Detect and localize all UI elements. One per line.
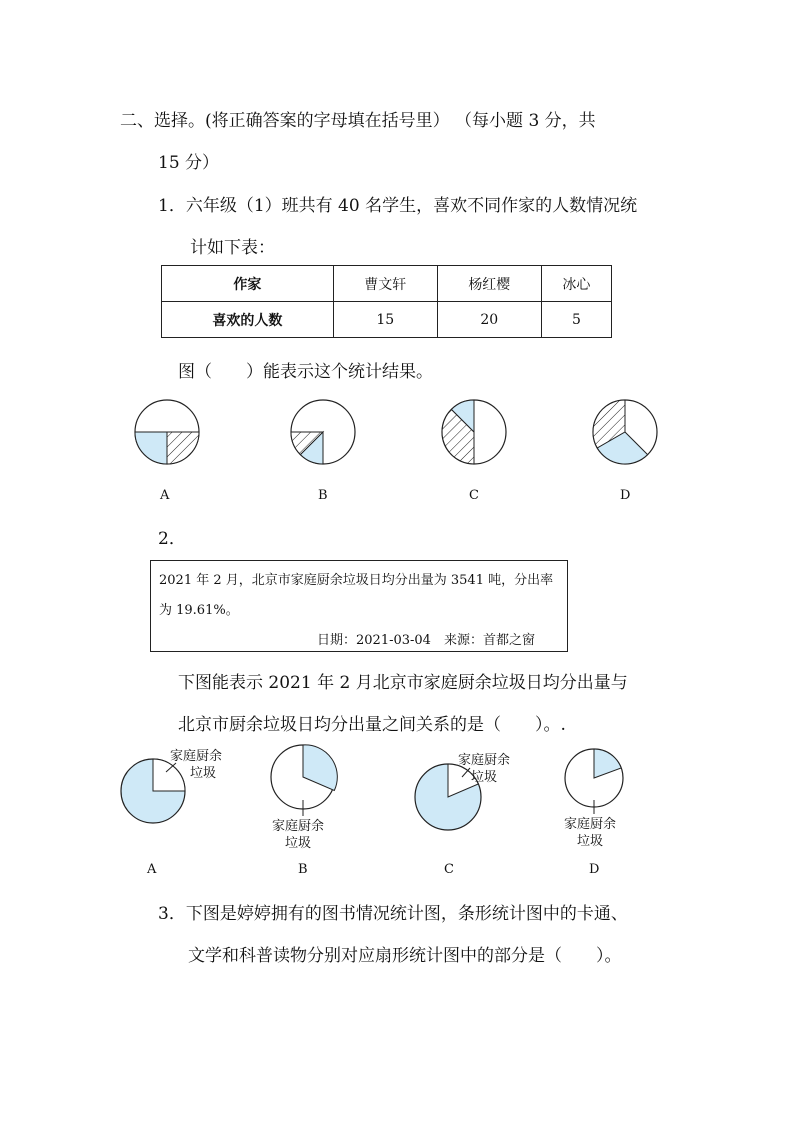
table-cell: 20 xyxy=(437,302,541,338)
q1-option-c-label: C xyxy=(469,488,479,503)
table-cell: 15 xyxy=(333,302,437,338)
q1-pie-a xyxy=(135,400,199,464)
table-cell: 5 xyxy=(541,302,611,338)
q1-prompt: 图（ ）能表示这个统计结果。 xyxy=(178,362,433,382)
news-source: 日期：2021-03-04 来源：首都之窗 xyxy=(317,633,535,648)
table-cell: 曹文轩 xyxy=(333,266,437,302)
q2-c-caption: 家庭厨余 垃圾 xyxy=(458,753,511,785)
q2-d-caption: 家庭厨余 垃圾 xyxy=(564,817,617,849)
q1-option-b-label: B xyxy=(318,488,328,503)
section-title: 二、选择。(将正确答案的字母填在括号里） （每小题 3 分，共 xyxy=(120,111,596,131)
q1-option-d-label: D xyxy=(620,488,631,503)
q2-a-caption: 家庭厨余 垃圾 xyxy=(170,749,223,781)
q1-line2: 计如下表： xyxy=(190,238,275,258)
q2-option-b-label: B xyxy=(298,862,308,877)
q2-option-d-label: D xyxy=(589,862,600,877)
q2-pie-d xyxy=(565,749,623,814)
q1-option-a-label: A xyxy=(160,488,170,503)
q2-b-caption: 家庭厨余 垃圾 xyxy=(272,819,325,851)
q1-pie-c xyxy=(442,400,506,464)
q2-question-line2: 北京市厨余垃圾日均分出量之间关系的是（ ）。. xyxy=(178,715,566,735)
pie-slice xyxy=(135,432,167,464)
table-cell: 杨红樱 xyxy=(437,266,541,302)
q2-option-a-label: A xyxy=(147,862,157,877)
q2-pie-b xyxy=(271,745,337,816)
news-box xyxy=(150,560,568,652)
q2-question-line1: 下图能表示 2021 年 2 月北京市家庭厨余垃圾日均分出量与 xyxy=(178,673,628,693)
q2-number: 2． xyxy=(158,529,186,549)
q2-option-c-label: C xyxy=(444,862,454,877)
table-cell: 作家 xyxy=(162,266,334,302)
q3-line1: 3．下图是婷婷拥有的图书情况统计图，条形统计图中的卡通、 xyxy=(158,904,628,924)
q1-pie-b xyxy=(291,400,355,464)
pie-slice xyxy=(167,432,199,464)
news-line2: 为 19.61%。 xyxy=(159,603,239,618)
q3-line2: 文学和科普读物分别对应扇形统计图中的部分是（ ）。 xyxy=(188,946,622,966)
table-cell: 冰心 xyxy=(541,266,611,302)
section-title-cont: 15 分） xyxy=(158,153,220,173)
q1-pie-d xyxy=(593,400,657,464)
news-line1: 2021 年 2 月，北京市家庭厨余垃圾日均分出量为 3541 吨，分出率 xyxy=(159,573,554,588)
table-cell: 喜欢的人数 xyxy=(162,302,334,338)
q1-line1: 1．六年级（1）班共有 40 名学生，喜欢不同作家的人数情况统 xyxy=(158,196,638,216)
